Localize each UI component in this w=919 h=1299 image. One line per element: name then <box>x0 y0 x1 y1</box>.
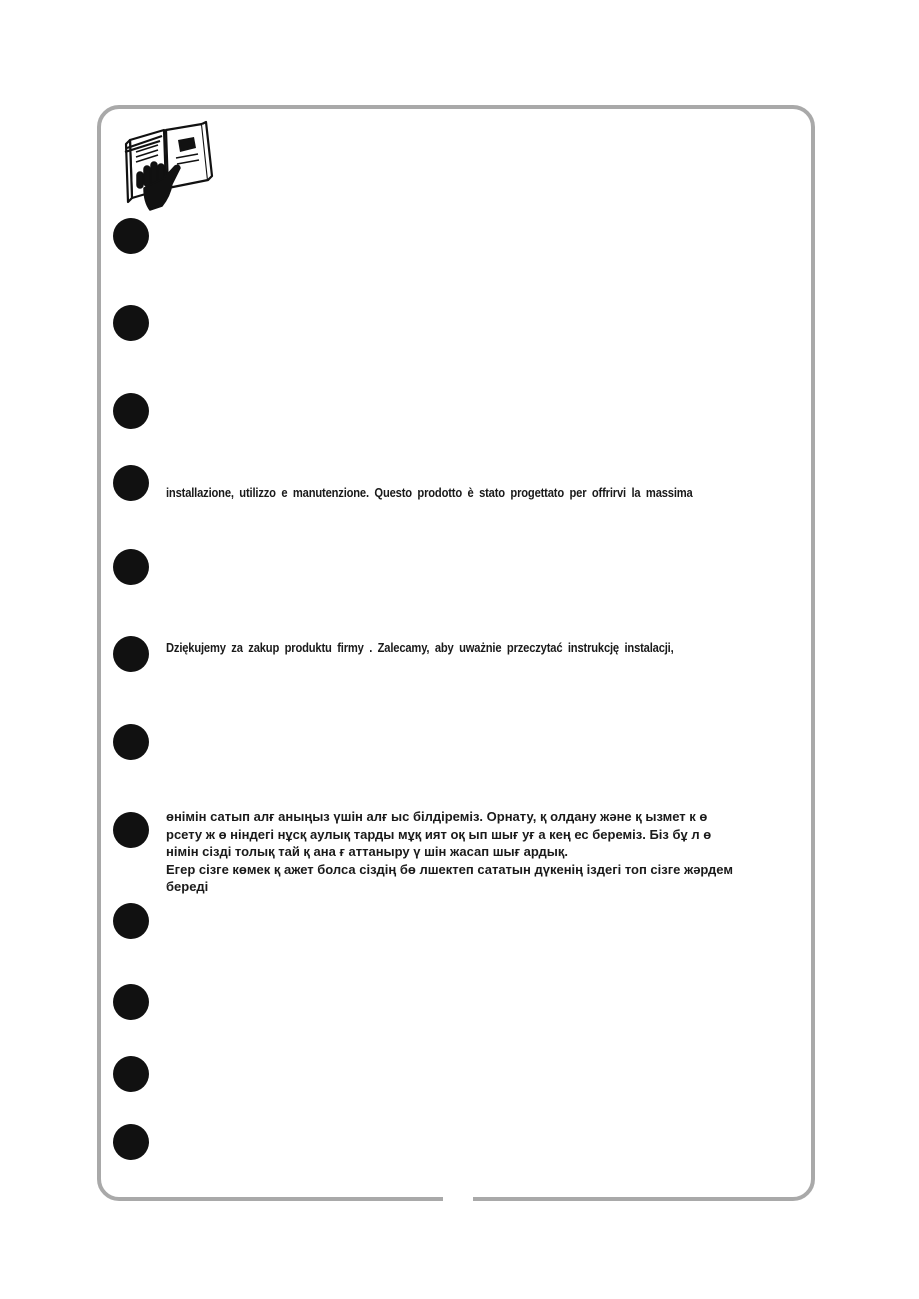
language-bullet-1 <box>113 218 149 254</box>
language-bullet-12 <box>113 1124 149 1160</box>
language-bullet-7 <box>113 724 149 760</box>
language-bullet-9 <box>113 903 149 939</box>
language-bullet-10 <box>113 984 149 1020</box>
kazakh-line: береді <box>166 879 209 894</box>
language-bullet-2 <box>113 305 149 341</box>
language-bullet-4 <box>113 465 149 501</box>
language-bullet-6 <box>113 636 149 672</box>
kazakh-text <box>166 808 776 896</box>
kazakh-line: өнімін сатып алғ аныңыз үшін алғ ыс білдіреміз. Орнату, қ олдану және қ ызмет к ө <box>166 809 708 824</box>
language-bullet-11 <box>113 1056 149 1092</box>
language-bullet-5 <box>113 549 149 585</box>
frame-gap <box>443 1192 473 1206</box>
kazakh-line: німін сізді толық тай қ ана ғ аттаныру ү шін жасап шығ ардық. <box>166 844 568 859</box>
language-bullet-8 <box>113 812 149 848</box>
kazakh-line: рсету ж ө ніндегі нұсқ аулық тарды мұқ ият оқ ып шығ уғ а кең ес береміз. Біз бұ л ө <box>166 826 712 842</box>
italian-text: installazione, utilizzo e manutenzione. Questo prodotto è stato progettato per offrirvi la massima <box>166 485 693 500</box>
language-bullet-3 <box>113 393 149 429</box>
kazakh-line: Егер сізге көмек қ ажет болса сіздің бө лшектеп сататын дүкенің іздегі топ сізге жәрдем <box>166 861 733 877</box>
polish-text: Dziękujemy za zakup produktu firmy . Zalecamy, aby uważnie przeczytać instrukcję instalacji, <box>166 640 674 655</box>
read-manual-icon <box>120 118 215 213</box>
